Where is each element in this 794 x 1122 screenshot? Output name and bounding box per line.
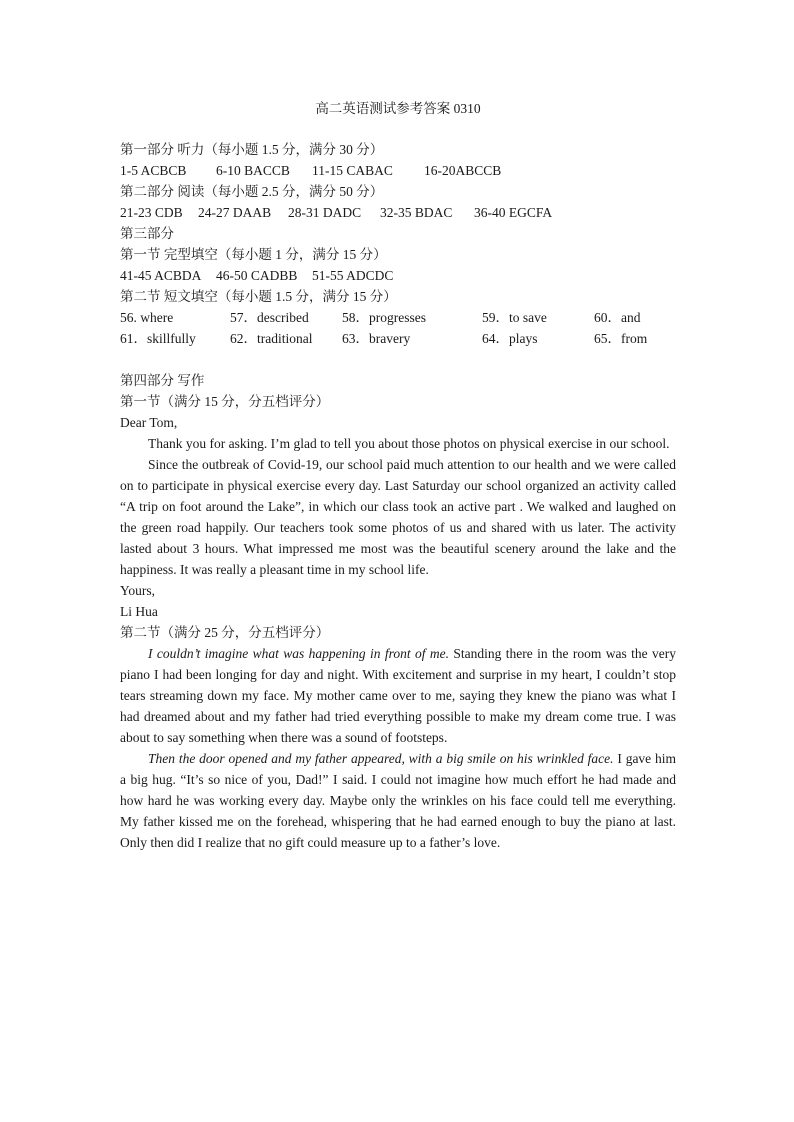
part2-heading: 第二部分 阅读（每小题 2.5 分，满分 50 分）: [120, 184, 384, 199]
document-title: 高二英语测试参考答案 0310: [315, 101, 481, 116]
part1-answers: [120, 160, 676, 181]
letter-salutation: Dear Tom,: [120, 415, 178, 430]
part3-heading: 第三部分: [120, 226, 174, 241]
blank-answer: 57．described: [230, 310, 309, 325]
answer-group: 46-50 CADBB: [216, 268, 298, 283]
blank-answer: 64．plays: [482, 331, 538, 346]
answer-key-document: [120, 98, 676, 853]
blank-answer: 61．skillfully: [120, 331, 196, 346]
blank-answer: 65．from: [594, 331, 648, 346]
letter-paragraph: Since the outbreak of Covid-19, our school paid much attention to our health and we were called on to participate in physical exercise every day. Last Saturday our school organized an activity called “A trip on foot around the Lake”, in which our class took an active part . We walked and laughed on the green road happily. Our teachers took some photos of us and shared with us later. The activity lasted about 3 hours. What impressed me most was the beautiful scenery around the lake and the happiness. It was really a pleasant time in my school life.: [120, 457, 676, 577]
answer-group: 6-10 BACCB: [216, 163, 290, 178]
part2-answers: [120, 202, 676, 223]
blank-answers-row: [120, 307, 676, 328]
blank-answer: 62．traditional: [230, 331, 313, 346]
answer-group: 1-5 ACBCB: [120, 163, 187, 178]
answer-group: 21-23 CDB: [120, 205, 183, 220]
part3-section1-answers: [120, 265, 676, 286]
part3-section1-heading: 第一节 完型填空（每小题 1 分，满分 15 分）: [120, 247, 387, 262]
blank-answer: 56. where: [120, 310, 174, 325]
blank-answer: 63．bravery: [342, 331, 411, 346]
story-text: Standing there in the room was the very piano I had been longing for day and night. With excitement and surprise in my heart, I couldn’t stop tears streaming down my face. My mother came over to me, saying they knew the piano was what I had dreamed about and my father had tried everything possible to make my dream come true. I was about to say something when there was a sound of footsteps.: [120, 646, 677, 745]
answer-group: 51-55 ADCDC: [312, 268, 394, 283]
blank-answers-row: [120, 328, 676, 349]
story-paragraph: [120, 748, 676, 853]
letter-closing: Yours,: [120, 583, 156, 598]
blank-answer: 59．to save: [482, 310, 547, 325]
part4-heading: 第四部分 写作: [120, 373, 205, 388]
story-opening-sentence: I couldn’t imagine what was happening in front of me.: [148, 646, 450, 661]
answer-group: 36-40 EGCFA: [474, 205, 553, 220]
answer-group: 32-35 BDAC: [380, 205, 453, 220]
part1-heading: 第一部分 听力（每小题 1.5 分，满分 30 分）: [120, 142, 384, 157]
story-text: I gave him a big hug. “It’s so nice of you, Dad!” I said. I could not imagine how much effort he had made and how hard he was working every day. Maybe only the wrinkles on his face could tell me everything. My father kissed me on the forehead, whispering that he had earned enough to buy the piano at last. Only then did I realize that no gift could measure up to a father’s love.: [120, 751, 676, 850]
letter-paragraph: Thank you for asking. I’m glad to tell you about those photos on physical exercise in our school.: [148, 436, 670, 451]
answer-group: 41-45 ACBDA: [120, 268, 202, 283]
part4-section2-heading: 第二节（满分 25 分，分五档评分）: [120, 625, 330, 640]
blank-answer: 60．and: [594, 310, 641, 325]
answer-group: 16-20ABCCB: [424, 163, 502, 178]
story-opening-sentence: Then the door opened and my father appeared, with a big smile on his wrinkled face.: [148, 751, 614, 766]
answer-group: 24-27 DAAB: [198, 205, 272, 220]
part3-section2-heading: 第二节 短文填空（每小题 1.5 分，满分 15 分）: [120, 289, 397, 304]
story-paragraph: [120, 643, 676, 748]
answer-group: 28-31 DADC: [288, 205, 362, 220]
letter-signature: Li Hua: [120, 604, 158, 619]
blank-answer: 58．progresses: [342, 310, 426, 325]
answer-group: 11-15 CABAC: [312, 163, 393, 178]
part4-section1-heading: 第一节（满分 15 分，分五档评分）: [120, 394, 330, 409]
spacer: [120, 349, 676, 370]
